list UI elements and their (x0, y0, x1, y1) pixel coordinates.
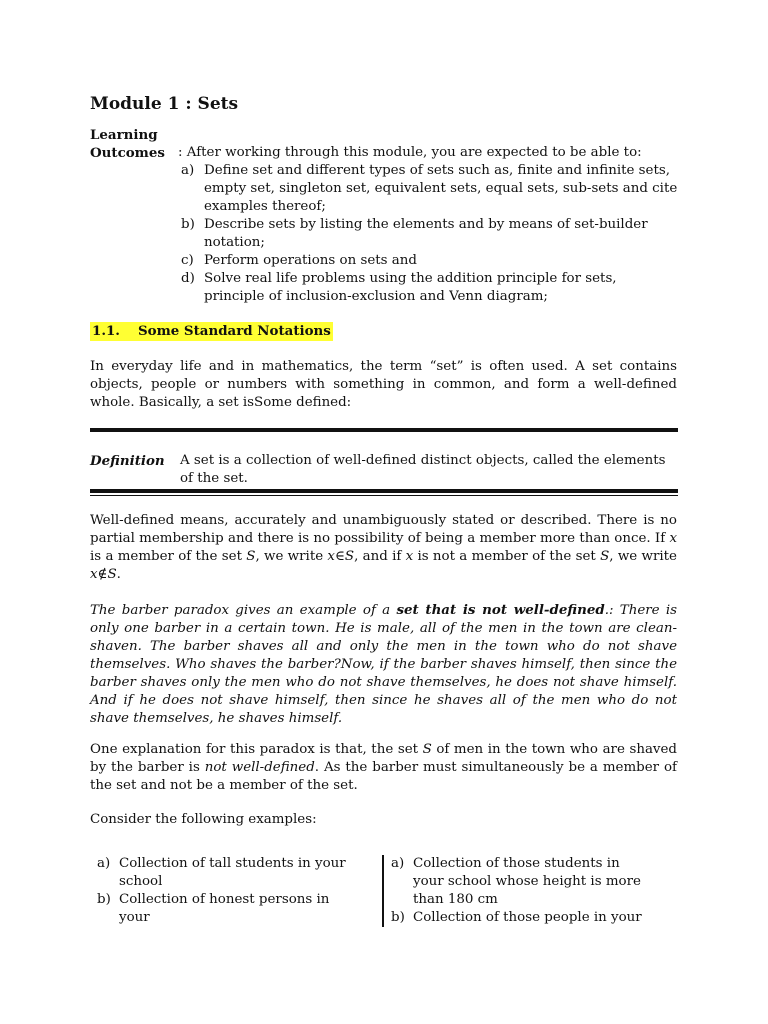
text-run: One explanation for this paradox is that, the set (90, 742, 423, 757)
math-var: x (405, 549, 414, 564)
list-item-text: Collection of those students in your school whose height is more than 180 cm (413, 856, 641, 907)
list-marker: b) (181, 217, 195, 232)
math-var: x (669, 531, 677, 546)
list-item (90, 891, 360, 927)
list-item-text: Define set and different types of sets such as, finite and infinite sets, empty set, singleton set, equivalent sets, equal sets, sub-sets and cite examples thereof; (204, 163, 678, 214)
list-item (90, 855, 360, 891)
math-var: S (600, 549, 610, 564)
list-item-text: Solve real life problems using the addition principle for sets, principle of inclusion-exclusion and Venn diagram; (204, 271, 617, 304)
intro-paragraph: In everyday life and in mathematics, the term “set” is often used. A set contains objects, people or numbers with something in common, and form a well-defined whole. Basically, a set isSome defined: (90, 359, 677, 410)
list-item (178, 252, 678, 270)
emphasis: set that is not well-defined (396, 602, 605, 618)
math-var: S (422, 742, 432, 757)
list-item-text: Collection of tall students in your school (119, 856, 346, 889)
text-run: , and if (354, 549, 406, 564)
list-marker: a) (97, 856, 111, 871)
list-item-text: Describe sets by listing the elements and by means of set-builder notation; (204, 217, 648, 250)
examples-left-column (90, 855, 360, 927)
list-marker: a) (181, 163, 195, 178)
list-marker: a) (391, 856, 405, 871)
list-marker: d) (181, 271, 195, 286)
text-run: , we write (255, 549, 328, 564)
text-run: , we write (609, 549, 677, 564)
math-var: S (246, 549, 256, 564)
barber-paradox-paragraph (90, 601, 677, 728)
math-expression: x∉S (90, 567, 117, 582)
page-title: Module 1 : Sets (90, 94, 239, 114)
learning-outcomes-label-line1: Learning (90, 127, 158, 143)
emphasis: not well-defined (204, 760, 315, 775)
text-run: . As the barber must simultaneously be a member of the set and not be a member of the set. (90, 760, 677, 793)
definition-bottom-thin-rule (90, 495, 678, 496)
section-title: Some Standard Notations (137, 323, 331, 339)
list-item-text: Perform operations on sets and (204, 253, 417, 268)
list-item (384, 855, 654, 909)
definition-top-rule (90, 428, 678, 432)
learning-outcomes-list (178, 162, 678, 306)
text-run: of men in the town who are shaved by the barber is (90, 742, 677, 775)
list-item-text: Collection of honest persons in your (119, 892, 330, 925)
learning-outcomes-label (90, 126, 185, 162)
text-run: .: There is only one barber in a certain town. He is male, all of the men in the town are clean-shaven. The barber shaves all and only the men in the town who do not shave themselves. Who shaves the barber?Now, if the barber shaves himself, then since the barber shaves only the men who do not shave themselves, he does not shave himself. And if he does not shave himself, then since he shaves all of the men who do not shave themselves, he shaves himself. (90, 603, 678, 726)
learning-outcomes-intro: : After working through this module, you are expected to be able to: (178, 145, 642, 160)
explanation-paragraph (90, 741, 677, 795)
list-marker: b) (391, 910, 405, 925)
section-number: 1.1. (92, 323, 120, 339)
consider-text: Consider the following examples: (90, 812, 317, 827)
definition-label: Definition (90, 453, 165, 469)
list-marker: b) (97, 892, 111, 907)
list-item (384, 909, 654, 927)
list-marker: c) (181, 253, 194, 268)
list-item (178, 216, 678, 252)
definition-text: A set is a collection of well-defined distinct objects, called the elements of the set. (180, 453, 666, 486)
list-item (178, 270, 678, 306)
examples-right-column (384, 855, 654, 927)
text-run: . (116, 567, 121, 582)
list-item-text: Collection of those people in your (413, 910, 642, 925)
well-defined-paragraph (90, 512, 677, 584)
section-heading (90, 322, 333, 341)
list-item (178, 162, 678, 216)
definition-bottom-rule (90, 489, 678, 493)
text-run: is a member of the set (90, 549, 247, 564)
learning-outcomes-label-line2: Outcomes (90, 145, 165, 161)
text-run: The barber paradox gives an example of a (90, 603, 397, 618)
text-run: Well-defined means, accurately and unambiguously stated or described. There is no partial membership and there is no possibility of being a member more than once. If (90, 513, 677, 546)
math-expression: x∈S (327, 549, 355, 564)
text-run: is not a member of the set (413, 549, 601, 564)
